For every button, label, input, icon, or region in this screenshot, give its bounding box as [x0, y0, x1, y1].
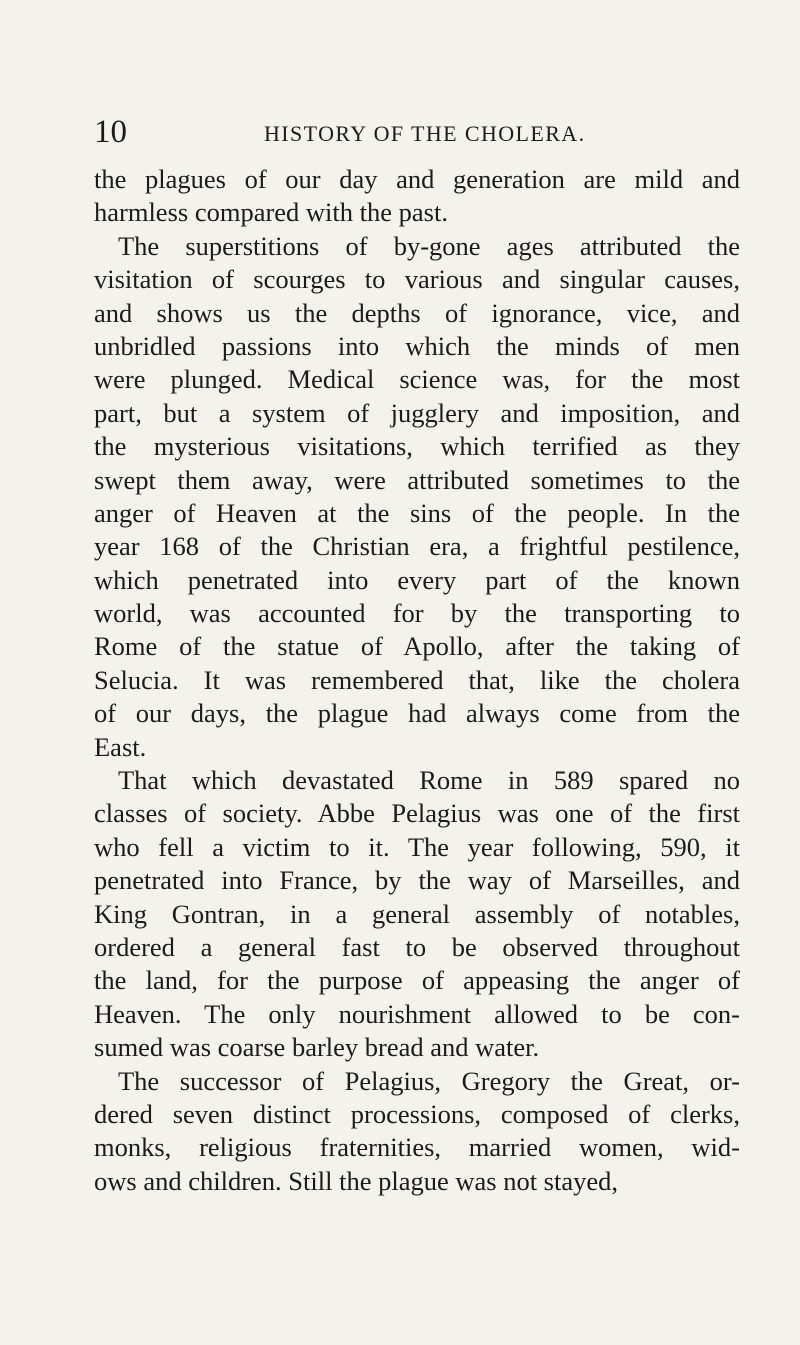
text-line: unbridled passions into which the minds of men [94, 330, 740, 361]
text-line: who fell a victim to it. The year following, 590, it [94, 831, 740, 862]
text-line: and shows us the depths of ignorance, vice, and [94, 297, 740, 328]
text-line: That which devastated Rome in 589 spared no [118, 765, 740, 796]
text-line: year 168 of the Christian era, a frightful pestilence, [94, 531, 740, 562]
running-head [0, 112, 800, 152]
text-line: swept them away, were attributed sometimes to the [94, 464, 740, 495]
text-line: The successor of Pelagius, Gregory the Great, or- [118, 1065, 740, 1096]
text-line: dered seven distinct processions, composed of clerks, [94, 1098, 740, 1129]
text-line: ows and children. Still the plague was not stayed, [94, 1165, 619, 1196]
text-line: Selucia. It was remembered that, like the cholera [94, 664, 740, 695]
text-line: ordered a general fast to be observed throughout [94, 931, 740, 962]
text-line: of our days, the plague had always come from the [94, 698, 740, 729]
text-line: harmless compared with the past. [94, 197, 448, 228]
text-line: part, but a system of jugglery and imposition, and [94, 397, 740, 428]
paragraph [94, 230, 740, 764]
text-line: classes of society. Abbe Pelagius was one of the first [94, 798, 740, 829]
text-line: which penetrated into every part of the known [94, 564, 740, 595]
text-line: monks, religious fraternities, married women, wid- [94, 1132, 740, 1163]
text-line: King Gontran, in a general assembly of notables, [94, 898, 740, 929]
paragraph [94, 1065, 740, 1199]
text-line: Heaven. The only nourishment allowed to be con- [94, 998, 740, 1029]
text-line: The superstitions of by-gone ages attributed the [118, 230, 740, 261]
text-line: visitation of scourges to various and singular causes, [94, 264, 740, 295]
text-line: sumed was coarse barley bread and water. [94, 1032, 540, 1063]
text-line: the plagues of our day and generation are mild and [94, 164, 740, 194]
text-line: penetrated into France, by the way of Marseilles, and [94, 865, 740, 896]
text-line: the mysterious visitations, which terrified as they [94, 431, 740, 462]
paragraph [94, 764, 740, 1065]
text-line: East. [94, 731, 147, 762]
page-number: 10 [94, 114, 127, 150]
paragraph [94, 163, 740, 230]
body-text [94, 163, 740, 1198]
text-line: the land, for the purpose of appeasing the anger of [94, 965, 740, 996]
text-line: were plunged. Medical science was, for the most [94, 364, 740, 395]
text-line: world, was accounted for by the transporting to [94, 598, 740, 629]
text-line: anger of Heaven at the sins of the people. In the [94, 497, 740, 528]
text-line: Rome of the statue of Apollo, after the taking of [94, 631, 740, 662]
running-title: HISTORY OF THE CHOLERA. [264, 121, 586, 146]
